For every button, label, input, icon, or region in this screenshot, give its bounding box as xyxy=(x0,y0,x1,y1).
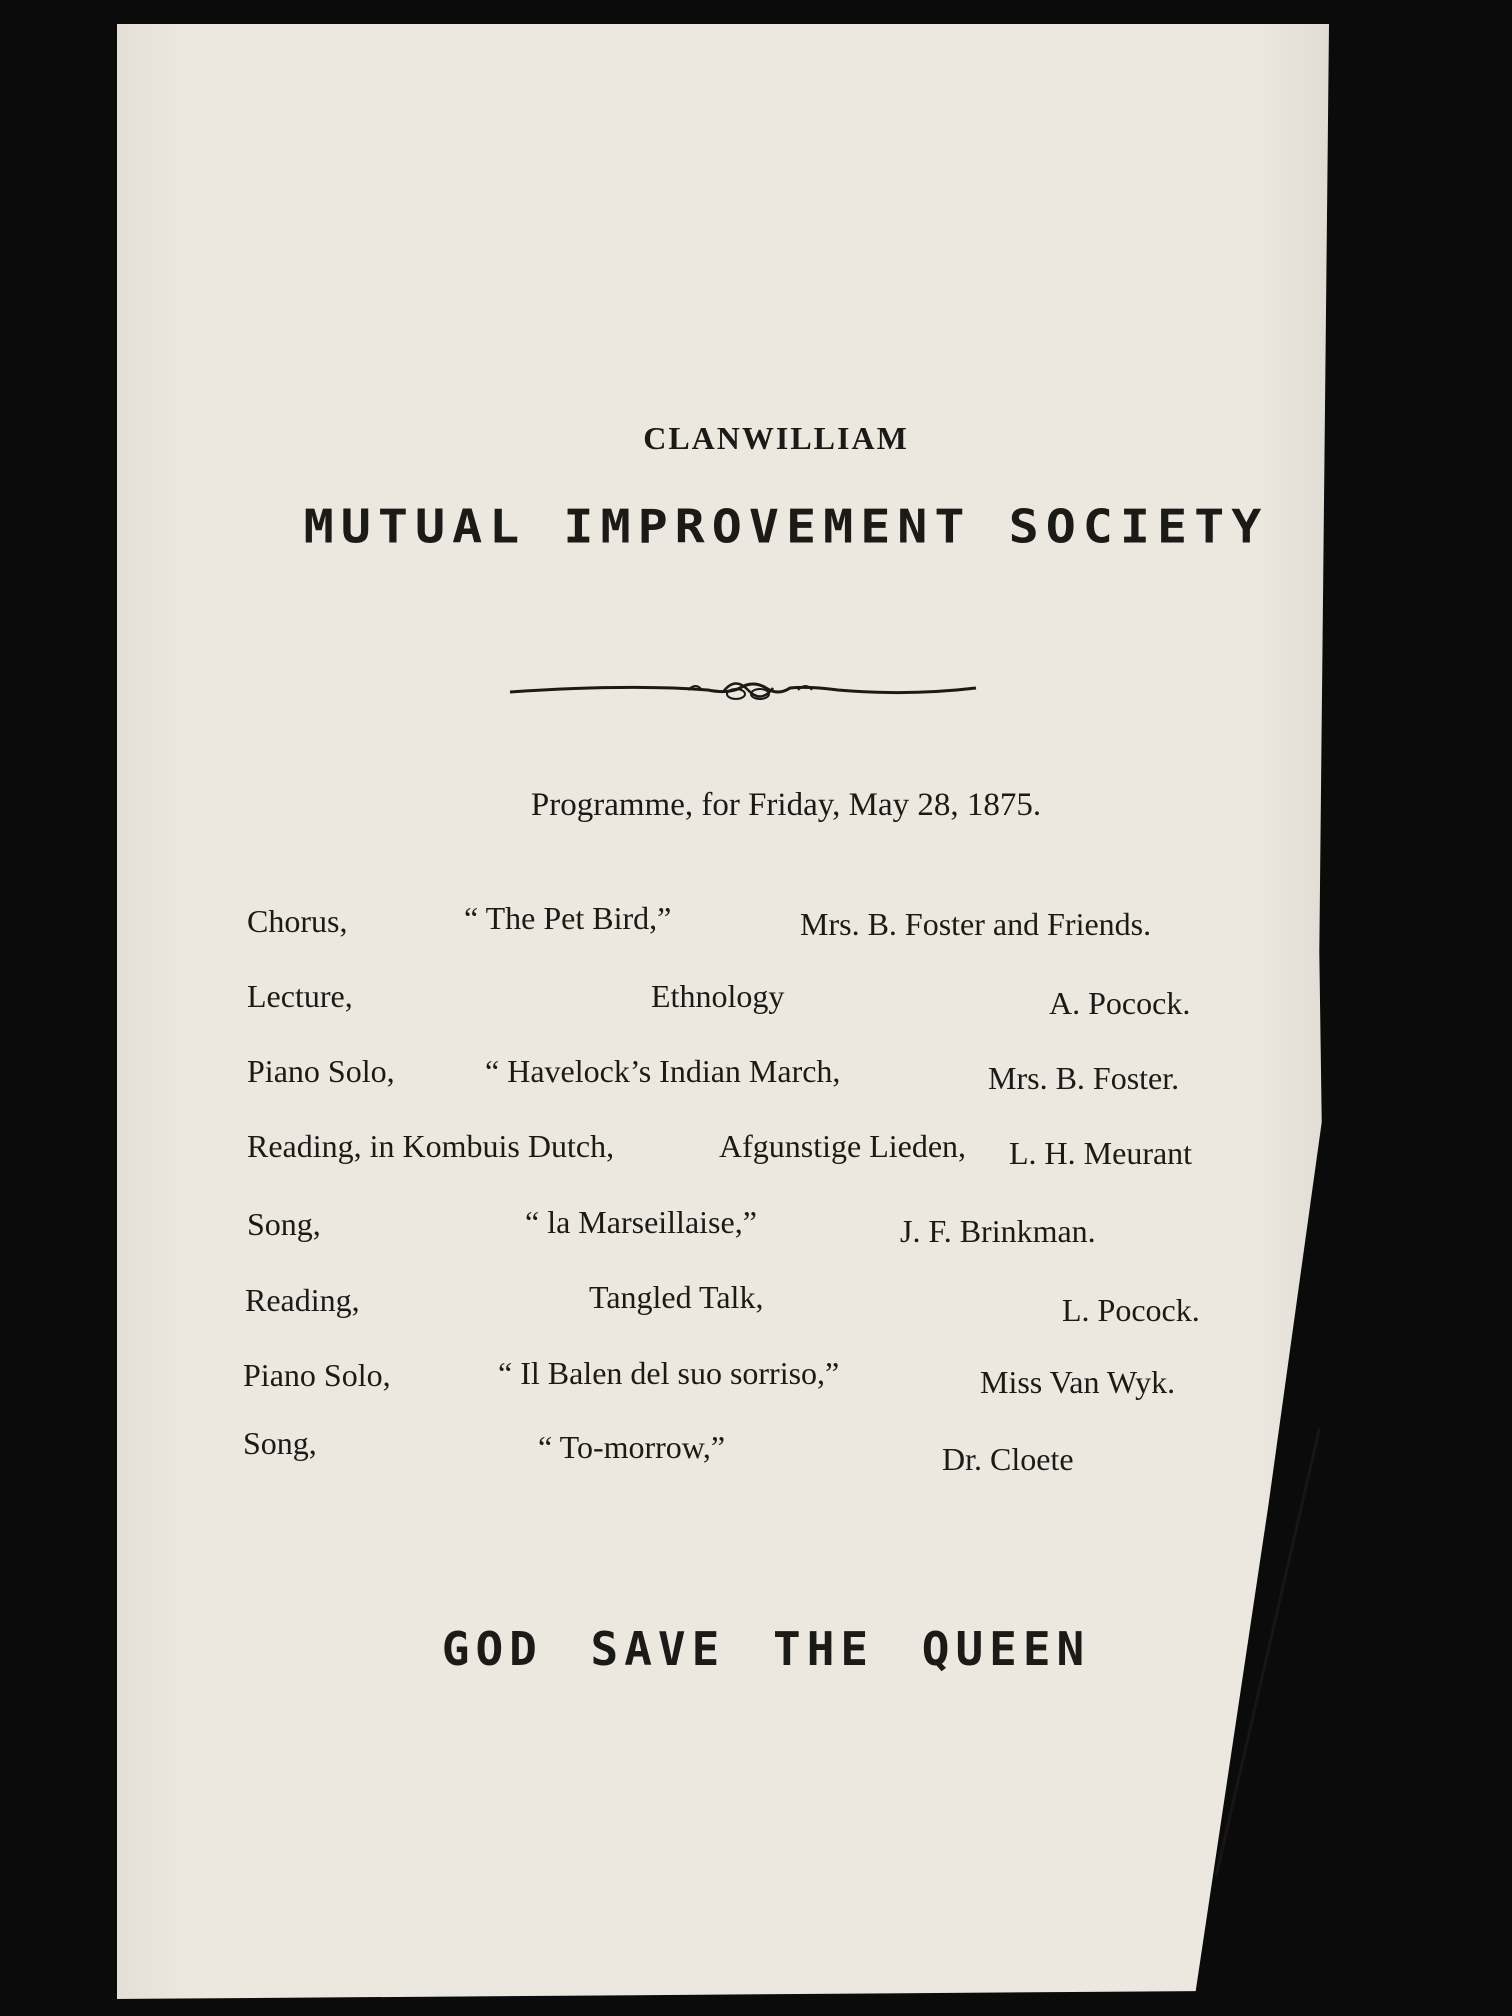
item-title: Tangled Talk, xyxy=(589,1279,764,1315)
item-performer: J. F. Brinkman. xyxy=(900,1213,1096,1249)
town-heading: CLANWILLIAM xyxy=(643,420,909,456)
item-type: Reading, xyxy=(245,1282,360,1318)
item-title: Ethnology xyxy=(651,978,785,1014)
item-type: Piano Solo, xyxy=(247,1053,395,1089)
item-performer: L. H. Meurant xyxy=(1009,1135,1193,1171)
society-heading: MUTUAL IMPROVEMENT SOCIETY xyxy=(303,500,1269,554)
item-type: Reading, in Kombuis Dutch, xyxy=(247,1128,615,1164)
item-type: Song, xyxy=(243,1425,317,1461)
item-title: “ Il Balen del suo sorriso,” xyxy=(498,1355,840,1391)
item-title: “ The Pet Bird,” xyxy=(464,900,672,936)
ornamental-flourish xyxy=(508,670,978,710)
item-performer: Dr. Cloete xyxy=(942,1441,1074,1477)
closing-anthem: GOD SAVE THE QUEEN xyxy=(441,1622,1091,1676)
item-type: Song, xyxy=(247,1206,321,1242)
item-type: Lecture, xyxy=(247,978,353,1014)
item-title: “ Havelock’s Indian March, xyxy=(485,1053,841,1089)
item-type: Piano Solo, xyxy=(243,1357,391,1393)
item-performer: A. Pocock. xyxy=(1049,985,1191,1021)
item-performer: Miss Van Wyk. xyxy=(980,1364,1176,1400)
item-title: Afgunstige Lieden, xyxy=(719,1128,967,1164)
programme-date: Programme, for Friday, May 28, 1875. xyxy=(530,787,1042,823)
item-title: “ la Marseillaise,” xyxy=(525,1204,757,1240)
item-performer: L. Pocock. xyxy=(1062,1292,1200,1328)
item-title: “ To-morrow,” xyxy=(538,1429,726,1465)
item-performer: Mrs. B. Foster. xyxy=(988,1060,1180,1096)
item-type: Chorus, xyxy=(247,903,348,939)
item-performer: Mrs. B. Foster and Friends. xyxy=(800,906,1152,942)
